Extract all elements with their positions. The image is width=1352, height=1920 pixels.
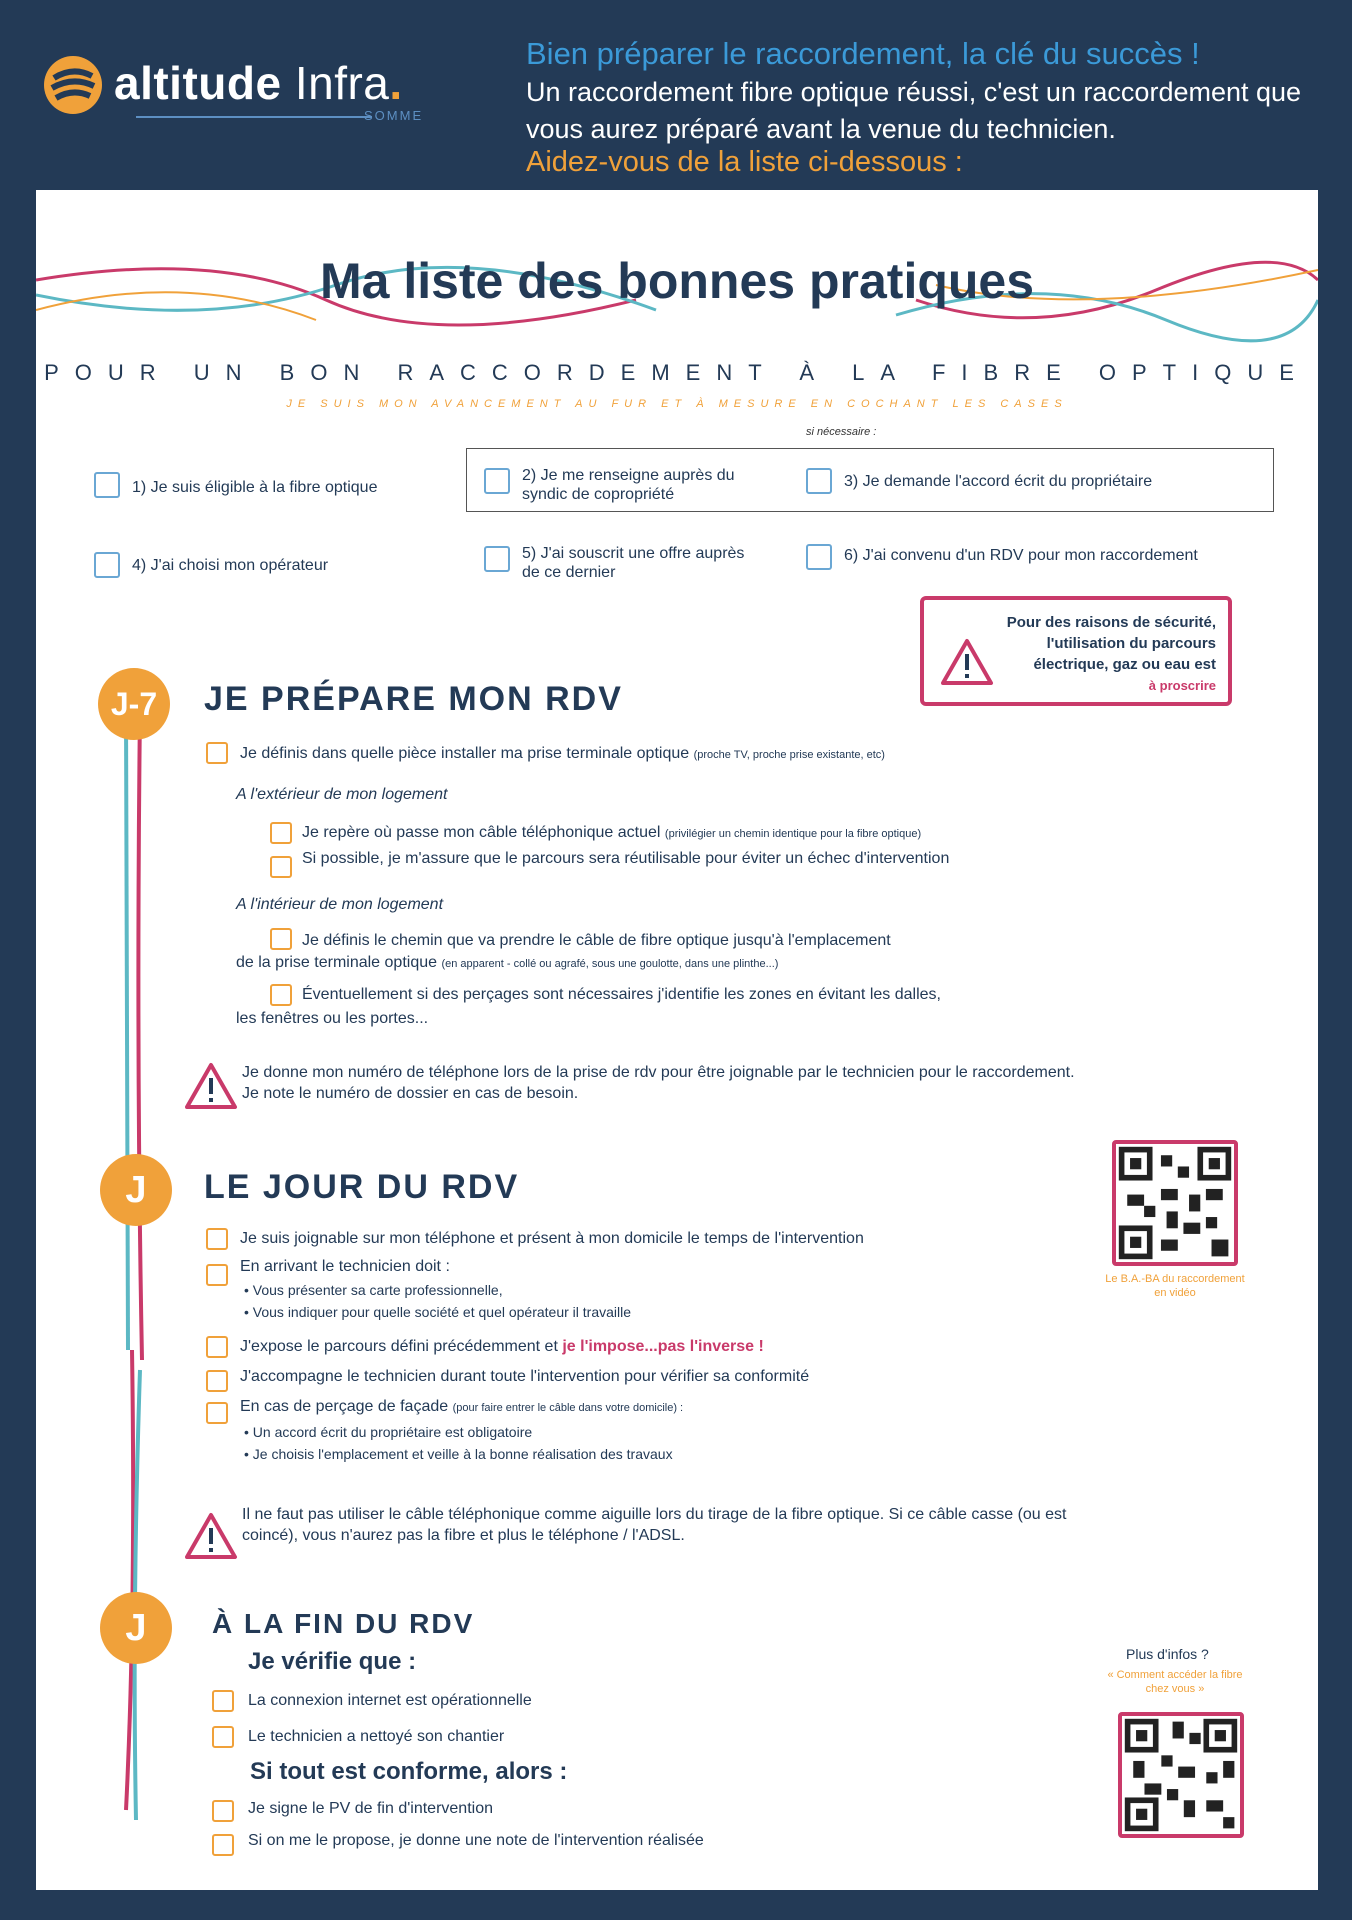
step-4-label: 4) J'ai choisi mon opérateur	[132, 557, 329, 574]
step-1-checkbox[interactable]	[94, 472, 120, 498]
section-1-badge: J-7	[98, 668, 170, 740]
sheet-instruction: JE SUIS MON AVANCEMENT AU FUR ET À MESURE EN COCHANT LES CASES	[286, 398, 1068, 410]
brand-underline	[136, 116, 372, 118]
section-3-badge: J	[100, 1592, 172, 1664]
brand-name: altitude Infra.	[114, 57, 403, 109]
s1-warning-text: Je donne mon numéro de téléphone lors de la prise de rdv pour être joignable par le technicien pour le raccordement. Je note le numéro de dossier en cas de besoin.	[242, 1064, 1075, 1102]
safety-emphasis: à proscrire	[1148, 678, 1216, 693]
s3-item2-label: Le technicien a nettoyé son chantier	[248, 1728, 505, 1745]
section-1-title: JE PRÉPARE MON RDV	[204, 680, 623, 718]
s2-item1-checkbox[interactable]	[206, 1228, 228, 1250]
more-info-label: Plus d'infos ?	[1126, 1646, 1209, 1662]
s2-bullet1: • Vous présenter sa carte professionnelle,	[244, 1282, 503, 1298]
s1-ext2-label: Si possible, je m'assure que le parcours sera réutilisable pour éviter un échec d'intervention	[302, 850, 950, 867]
qr-video-caption: Le B.A.-BA du raccordement en vidéo	[1105, 1273, 1245, 1299]
s3-item3-checkbox[interactable]	[212, 1800, 234, 1822]
warning-icon	[184, 1062, 238, 1110]
s3-item2-checkbox[interactable]	[212, 1726, 234, 1748]
step-1-label: 1) Je suis éligible à la fibre optique	[132, 479, 378, 496]
qr-code-video[interactable]	[1112, 1140, 1238, 1266]
step-4-checkbox[interactable]	[94, 552, 120, 578]
warning-icon	[184, 1512, 238, 1560]
interior-heading: A l'intérieur de mon logement	[236, 896, 444, 913]
section-3-title: À LA FIN DU RDV	[212, 1608, 475, 1639]
safety-text: Pour des raisons de sécurité, l'utilisation du parcours électrique, gaz ou eau est à proscrire	[1006, 614, 1216, 693]
checklist-sheet	[36, 190, 1318, 1890]
sheet-title: Ma liste des bonnes pratiques	[319, 253, 1035, 309]
header-text: Un raccordement fibre optique réussi, c'est un raccordement que vous aurez préparé avant la venue du technicien.	[526, 77, 1302, 144]
step-6-checkbox[interactable]	[806, 544, 832, 570]
check-heading: Je vérifie que :	[248, 1648, 417, 1675]
s1-ext1-checkbox[interactable]	[270, 822, 292, 844]
s2-bullet4: • Je choisis l'emplacement et veille à la bonne réalisation des travaux	[244, 1446, 673, 1462]
s1-int2-label-a: Éventuellement si des perçages sont nécessaires j'identifie les zones en évitant les dalles,	[302, 986, 941, 1003]
step-3-checkbox[interactable]	[806, 468, 832, 494]
s2-item5-label: En cas de perçage de façade (pour faire entrer le câble dans votre domicile) :	[240, 1398, 684, 1415]
header-title: Bien préparer le raccordement, la clé du succès !	[526, 36, 1200, 71]
brand-logo	[42, 48, 472, 138]
brand-region: SOMME	[364, 108, 424, 123]
ok-heading: Si tout est conforme, alors :	[250, 1758, 568, 1785]
s2-item5-checkbox[interactable]	[206, 1402, 228, 1424]
s1-item1-checkbox[interactable]	[206, 742, 228, 764]
sheet-subtitle: POUR UN BON RACCORDEMENT À LA FIBRE OPTIQUE	[44, 360, 1310, 385]
s2-item4-label: J'accompagne le technicien durant toute l'intervention pour vérifier sa conformité	[240, 1368, 810, 1385]
s1-int2-checkbox[interactable]	[270, 984, 292, 1006]
s2-bullet2: • Vous indiquer pour quelle société et quel opérateur il travaille	[244, 1304, 632, 1320]
s2-item3-checkbox[interactable]	[206, 1336, 228, 1358]
if-needed-note: si nécessaire :	[806, 426, 877, 438]
header-help: Aidez-vous de la liste ci-dessous :	[526, 146, 963, 178]
s1-int1-label-b: de la prise terminale optique (en apparent - collé ou agrafé, sous une goulotte, dans une plinthe...)	[236, 954, 779, 971]
s2-item4-checkbox[interactable]	[206, 1370, 228, 1392]
more-info-subtitle: « Comment accéder la fibre chez vous »	[1107, 1669, 1243, 1695]
safety-warning-box	[920, 596, 1232, 706]
timeline-line	[106, 710, 166, 1850]
s3-item4-label: Si on me le propose, je donne une note de l'intervention réalisée	[248, 1832, 704, 1849]
s1-int2-label-b: les fenêtres ou les portes...	[236, 1010, 429, 1027]
exterior-heading: A l'extérieur de mon logement	[236, 786, 448, 803]
step-2-checkbox[interactable]	[484, 468, 510, 494]
s2-item2-checkbox[interactable]	[206, 1264, 228, 1286]
s2-warning-text: Il ne faut pas utiliser le câble téléphonique comme aiguille lors du tirage de la fibre optique. Si ce câble casse (ou est coincé), vous n'aurez pas la fibre et plus le téléphone / l'ADSL.	[242, 1506, 1067, 1544]
section-2-badge: J	[100, 1154, 172, 1226]
s3-item4-checkbox[interactable]	[212, 1834, 234, 1856]
section-2-title: LE JOUR DU RDV	[204, 1168, 520, 1206]
s2-bullet3: • Un accord écrit du propriétaire est obligatoire	[244, 1424, 533, 1440]
s1-item1-label: Je définis dans quelle pièce installer ma prise terminale optique (proche TV, proche prise existante, etc)	[240, 745, 885, 762]
s1-ext1-label: Je repère où passe mon câble téléphonique actuel (privilégier un chemin identique pour la fibre optique)	[302, 824, 922, 841]
s1-int1-checkbox[interactable]	[270, 928, 292, 950]
qr-code-icon	[1122, 1716, 1240, 1834]
s2-item1-label: Je suis joignable sur mon téléphone et présent à mon domicile le temps de l'intervention	[240, 1230, 864, 1247]
step-5-label: 5) J'ai souscrit une offre auprès de ce dernier	[522, 545, 745, 581]
s1-int1-label-a: Je définis le chemin que va prendre le câble de fibre optique jusqu'à l'emplacement	[302, 932, 891, 949]
step-6-label: 6) J'ai convenu d'un RDV pour mon raccordement	[844, 547, 1198, 564]
step-3-label: 3) Je demande l'accord écrit du propriétaire	[844, 473, 1153, 490]
s2-item3-label: J'expose le parcours défini précédemment et je l'impose...pas l'inverse !	[240, 1338, 764, 1355]
step-5-checkbox[interactable]	[484, 546, 510, 572]
qr-code-more-info[interactable]	[1118, 1712, 1244, 1838]
s3-item1-checkbox[interactable]	[212, 1690, 234, 1712]
step-2-label: 2) Je me renseigne auprès du syndic de copropriété	[522, 467, 735, 503]
altitude-logo-icon	[42, 54, 104, 116]
s2-item2-label: En arrivant le technicien doit :	[240, 1258, 450, 1275]
s1-ext2-checkbox[interactable]	[270, 856, 292, 878]
qr-code-icon	[1116, 1144, 1234, 1262]
s3-item3-label: Je signe le PV de fin d'intervention	[248, 1800, 493, 1817]
impose-emphasis: je l'impose...pas l'inverse !	[562, 1338, 764, 1355]
s3-item1-label: La connexion internet est opérationnelle	[248, 1692, 532, 1709]
